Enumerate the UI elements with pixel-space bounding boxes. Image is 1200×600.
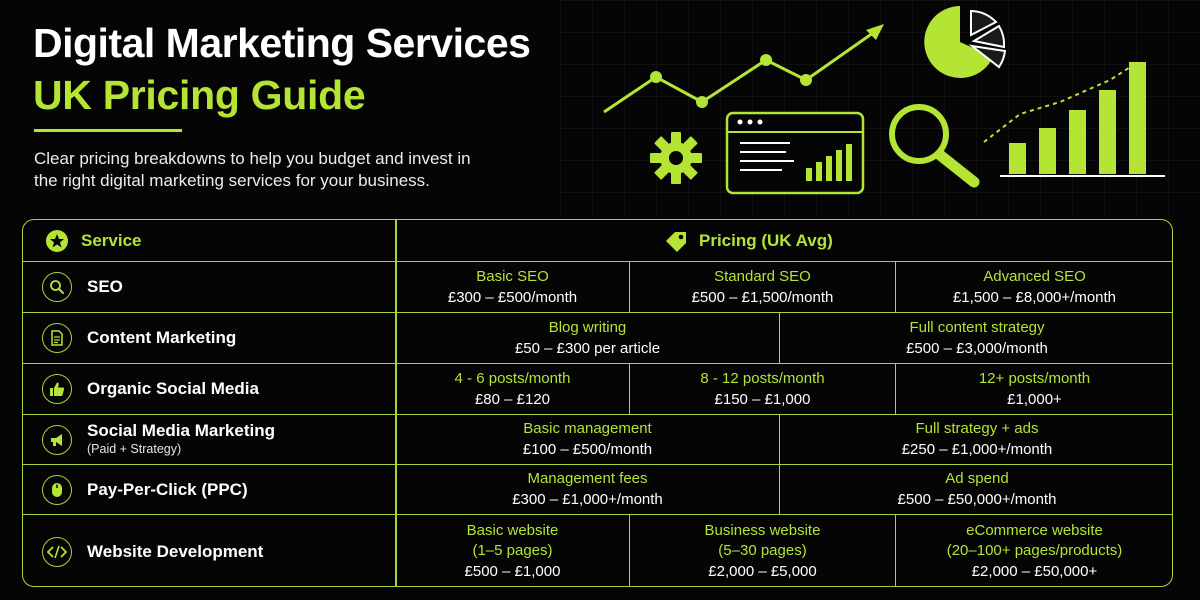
service-cell [23, 364, 395, 414]
tier-price: £150 – £1,000 [714, 390, 811, 408]
table-row [23, 515, 1172, 587]
tier-price: £500 – £50,000+/month [897, 491, 1057, 508]
tier-label: Advanced SEO [983, 267, 1086, 285]
table-row [23, 415, 1172, 465]
tier-price: £250 – £1,000+/month [901, 441, 1053, 458]
tier-price: £100 – £500/month [522, 441, 653, 458]
tier-label: Standard SEO [714, 267, 811, 285]
marketing-illustration [590, 0, 1200, 215]
tier-label: Full strategy + ads [915, 420, 1039, 437]
search-icon [42, 272, 72, 302]
tier-price: £500 – £3,000/month [906, 339, 1048, 357]
pricing-header-label: Pricing (UK Avg) [699, 231, 833, 250]
tier-label: eCommerce website [966, 522, 1103, 539]
page-subtitle-heading: UK Pricing Guide [33, 72, 366, 118]
service-name: Content Marketing [87, 328, 237, 347]
pricing-tier [396, 313, 779, 363]
tier-price: £2,000 – £5,000 [708, 563, 817, 580]
pricing-tier [396, 364, 629, 414]
tier-label: Business website [704, 522, 821, 539]
tier-price: £500 – £1,000 [464, 563, 561, 580]
gear-icon [650, 132, 702, 184]
pricing-tier [629, 515, 895, 587]
service-subtitle: (Paid + Strategy) [87, 442, 182, 456]
title-underline [34, 129, 182, 132]
tier-label: Basic website [466, 522, 559, 539]
service-header [45, 229, 142, 253]
pricing-header [663, 229, 833, 253]
service-name: Website Development [87, 541, 264, 561]
service-cell [23, 515, 395, 587]
tier-label: Basic management [523, 420, 652, 437]
tier-label: 12+ posts/month [978, 369, 1091, 387]
service-name: Organic Social Media [87, 379, 259, 398]
code-icon [42, 537, 72, 567]
tier-label: (20–100+ pages/products) [946, 542, 1123, 559]
pricing-tier [396, 465, 779, 514]
table-row [23, 313, 1172, 364]
megaphone-icon [42, 425, 72, 455]
service-name: Social Media Marketing [87, 421, 275, 440]
service-name: SEO [87, 277, 123, 296]
tier-price: £2,000 – £50,000+ [971, 563, 1098, 580]
pricing-cells [396, 465, 1172, 514]
tier-label: Management fees [527, 470, 648, 487]
pricing-tier [895, 262, 1173, 312]
pricing-cells [396, 415, 1172, 464]
tier-label: (5–30 pages) [718, 542, 807, 559]
pricing-tier [396, 515, 629, 587]
tier-price: £1,500 – £8,000+/month [952, 288, 1117, 306]
tier-price: £50 – £300 per article [514, 339, 661, 357]
pricing-tier [396, 415, 779, 464]
magnifier-icon [892, 107, 974, 182]
table-header [23, 220, 1172, 262]
pricing-table [22, 219, 1173, 587]
star-icon [45, 229, 69, 253]
table-row [23, 465, 1172, 515]
tier-label: Basic SEO [476, 267, 549, 285]
tier-label: Full content strategy [909, 318, 1045, 336]
tier-price: £1,000+ [1007, 390, 1062, 408]
service-name: Pay-Per-Click (PPC) [87, 479, 248, 499]
pricing-tier [629, 364, 895, 414]
table-row [23, 364, 1172, 415]
page-title: Digital Marketing Services [33, 20, 531, 66]
pricing-cells [396, 313, 1172, 363]
tier-price: £80 – £120 [474, 390, 551, 408]
tier-label: (1–5 pages) [472, 542, 553, 559]
pricing-cells [396, 262, 1172, 312]
thumbs-up-icon [42, 374, 72, 404]
browser-window-icon [727, 113, 863, 193]
pricing-tier [895, 515, 1173, 587]
mouse-icon [42, 475, 72, 505]
tier-label: 4 - 6 posts/month [454, 369, 571, 387]
tier-price: £300 – £1,000+/month [512, 491, 663, 508]
pie-chart-icon [924, 6, 1005, 78]
pricing-tier [779, 415, 1173, 464]
price-tag-icon [663, 229, 689, 253]
trend-line-icon [604, 24, 884, 112]
tier-label: 8 - 12 posts/month [700, 369, 825, 387]
pricing-tier [396, 262, 629, 312]
tier-label: Blog writing [548, 318, 627, 336]
table-row [23, 262, 1172, 313]
pricing-tier [779, 313, 1173, 363]
tier-price: £300 – £500/month [447, 288, 578, 306]
tier-price: £500 – £1,500/month [691, 288, 834, 306]
service-cell [23, 313, 395, 363]
pricing-tier [895, 364, 1173, 414]
service-cell [23, 465, 395, 514]
pricing-tier [629, 262, 895, 312]
bar-chart-icon [984, 62, 1165, 176]
pricing-cells [396, 364, 1172, 414]
pricing-cells [396, 515, 1172, 587]
service-cell [23, 415, 395, 464]
service-cell [23, 262, 395, 312]
service-header-label: Service [81, 231, 142, 250]
pricing-tier [779, 465, 1173, 514]
tier-label: Ad spend [945, 470, 1009, 487]
document-icon [42, 323, 72, 353]
intro-text: Clear pricing breakdowns to help you budget and invest in the right digital marketing services for your business. [34, 149, 471, 190]
